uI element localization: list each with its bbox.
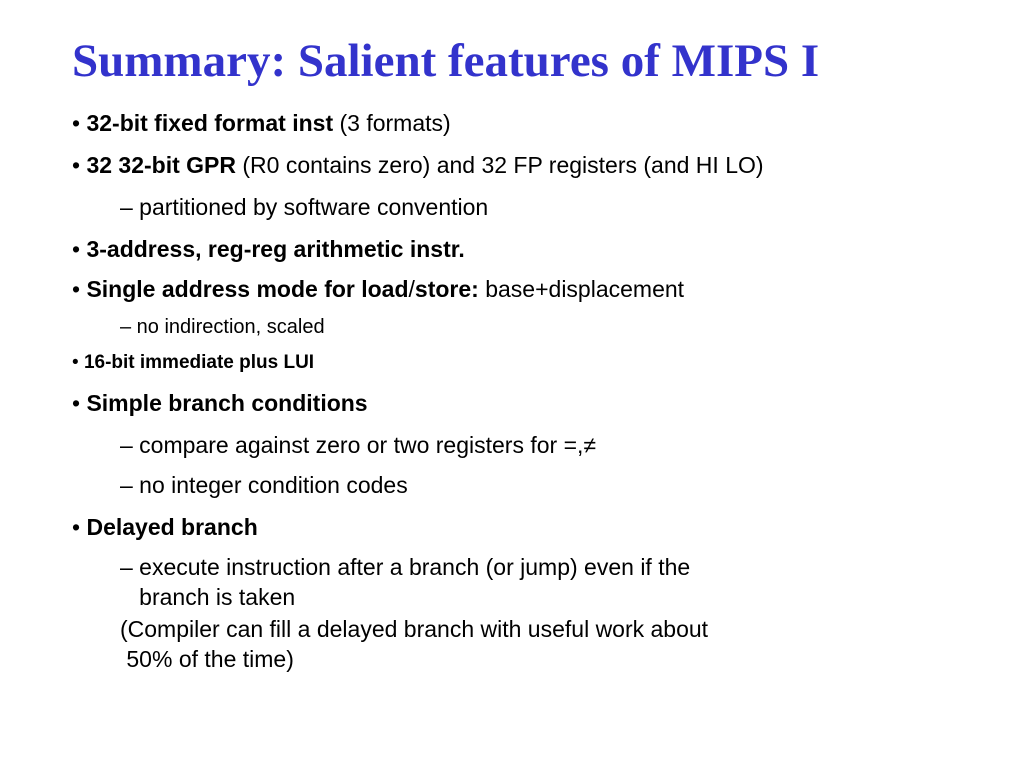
bullet-glyph: •: [72, 276, 81, 302]
bullet-bold-text: 3-address, reg-reg arithmetic instr.: [86, 236, 465, 262]
note-text: 50% of the time): [120, 646, 294, 672]
bullet-text: (3 formats): [333, 110, 451, 136]
bullet-bold-text: Single address mode for load: [86, 276, 409, 302]
bullet-glyph: •: [72, 390, 81, 416]
bullet-item: [72, 350, 314, 376]
bullet-glyph: •: [72, 514, 81, 540]
bullet-glyph: •: [72, 352, 79, 373]
bullet-glyph: •: [72, 110, 81, 136]
bullet-item: [72, 512, 258, 542]
bullet-glyph: •: [72, 152, 81, 178]
bullet-bold-text: Simple branch conditions: [86, 390, 368, 416]
slide-title: Summary: Salient features of MIPS I: [72, 35, 820, 87]
sub-item: – execute instruction after a branch (or jump) even if the: [120, 554, 691, 580]
sub-item: branch is taken: [120, 584, 296, 610]
bullet-glyph: •: [72, 236, 81, 262]
bullet-item: [72, 150, 764, 180]
bullet-item: [72, 388, 368, 418]
bullet-bold-text: 32-bit fixed format inst: [86, 110, 334, 136]
note-text: (Compiler can fill a delayed branch with useful work about: [120, 616, 709, 642]
bullet-text: /: [408, 276, 415, 302]
bullet-bold-text: store:: [414, 276, 479, 302]
bullet-item: [72, 274, 684, 304]
bullet-bold-text: Delayed branch: [86, 514, 258, 540]
sub-item: – no integer condition codes: [120, 472, 408, 498]
sub-item: – partitioned by software convention: [120, 194, 489, 220]
bullet-text: (R0 contains zero) and 32 FP registers (and HI LO): [236, 152, 764, 178]
bullet-bold-text: 32 32-bit GPR: [86, 152, 236, 178]
sub-item: – no indirection, scaled: [120, 316, 325, 338]
bullet-item: [72, 108, 451, 138]
sub-item: – compare against zero or two registers for =,≠: [120, 432, 597, 458]
bullet-bold-text: 16-bit immediate plus LUI: [83, 352, 315, 373]
bullet-item: [72, 234, 465, 264]
bullet-text: base+displacement: [478, 276, 685, 302]
